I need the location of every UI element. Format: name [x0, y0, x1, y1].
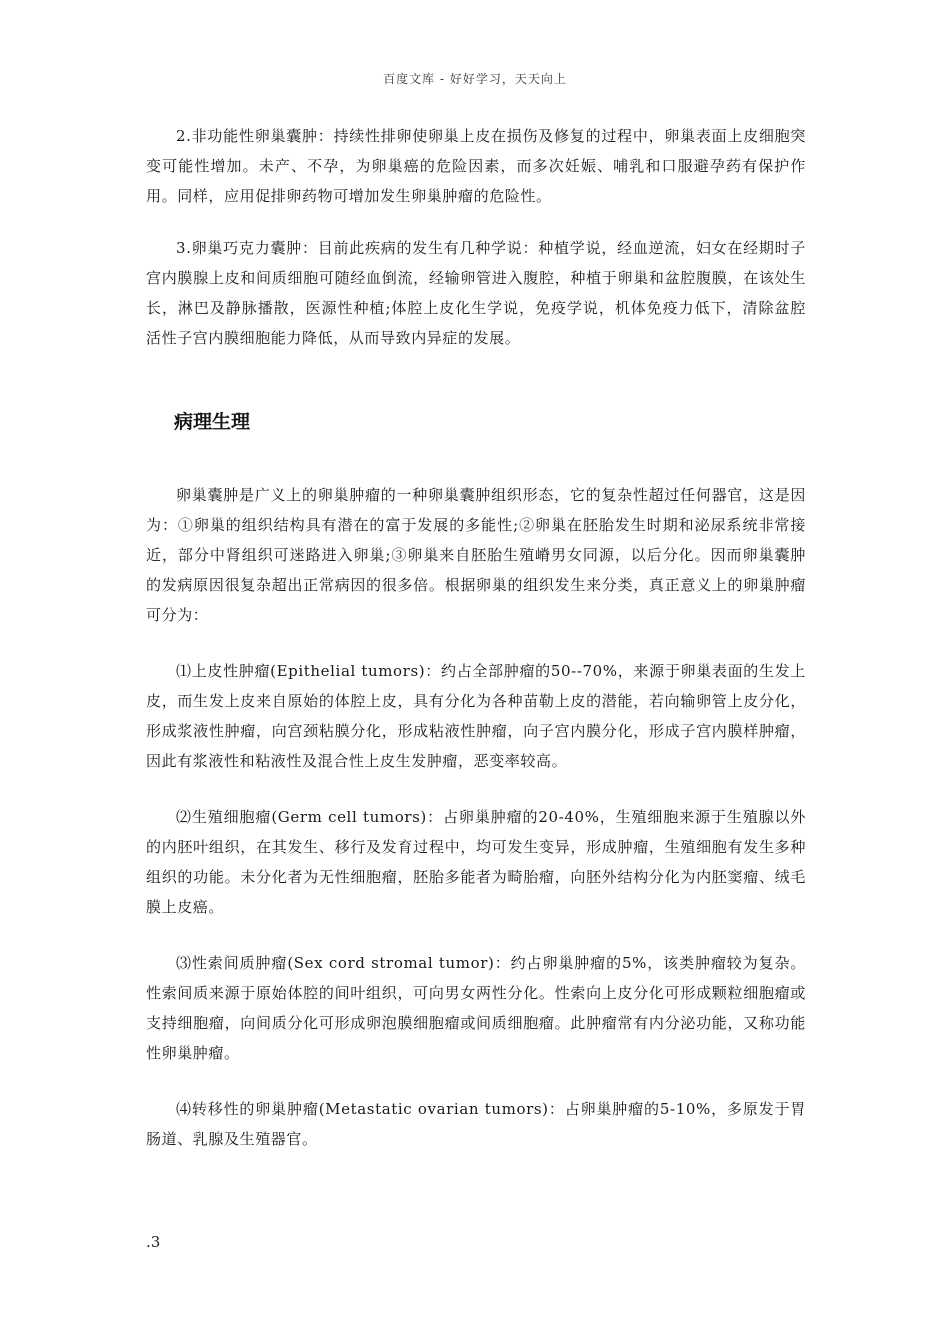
paragraph-epithelial-tumors: ⑴上皮性肿瘤(Epithelial tumors)：约占全部肿瘤的50--70%，来源于卵巢表面的生发上皮，而生发上皮来自原始的体腔上皮，具有分化为各种苗勒上皮的潜能，若向输卵管上皮分化，形成浆液性肿瘤，向宫颈粘膜分化，形成粘液性肿瘤，向子宫内膜分化，形成子宫内膜样肿瘤，因此有浆液性和粘液性及混合性上皮生发肿瘤，恶变率较高。 — [146, 662, 806, 770]
paragraph-metastatic-tumors: ⑷转移性的卵巢肿瘤(Metastatic ovarian tumors)：占卵巢肿瘤的5-10%，多原发于胃肠道、乳腺及生殖器官。 — [146, 1100, 806, 1148]
paragraph-germ-cell-tumors: ⑵生殖细胞瘤(Germ cell tumors)：占卵巢肿瘤的20-40%，生殖细胞来源于生殖腺以外的内胚叶组织，在其发生、移行及发育过程中，均可发生变异，形成肿瘤，生殖细胞有发生多种组织的功能。未分化者为无性细胞瘤，胚胎多能者为畸胎瘤，向胚外结构分化为内胚窦瘤、绒毛膜上皮癌。 — [146, 808, 806, 916]
page-header: 百度文库 - 好好学习，天天向上 — [383, 72, 567, 86]
page-number: .3 — [146, 1233, 161, 1251]
paragraph-pathophysiology-intro: 卵巢囊肿是广义上的卵巢肿瘤的一种卵巢囊肿组织形态，它的复杂性超过任何器官，这是因为：①卵巢的组织结构具有潜在的富于发展的多能性;②卵巢在胚胎发生时期和泌尿系统非常接近，部分中肾组织可迷路进入卵巢;③卵巢来自胚胎生殖嵴男女同源，以后分化。因而卵巢囊肿的发病原因很复杂超出正常病因的很多倍。根据卵巢的组织发生来分类，真正意义上的卵巢肿瘤可分为： — [146, 486, 806, 624]
paragraph-chocolate-cyst: 3.卵巢巧克力囊肿：目前此疾病的发生有几种学说：种植学说，经血逆流，妇女在经期时子宫内膜腺上皮和间质细胞可随经血倒流，经输卵管进入腹腔，种植于卵巢和盆腔腹膜，在该处生长，淋巴及静脉播散，医源性种植;体腔上皮化生学说，免疫学说，机体免疫力低下，清除盆腔活性子宫内膜细胞能力降低，从而导致内异症的发展。 — [146, 239, 806, 347]
paragraph-non-functional-cyst: 2.非功能性卵巢囊肿：持续性排卵使卵巢上皮在损伤及修复的过程中，卵巢表面上皮细胞突变可能性增加。未产、不孕，为卵巢癌的危险因素，而多次妊娠、哺乳和口服避孕药有保护作用。同样，应用促排卵药物可增加发生卵巢肿瘤的危险性。 — [146, 127, 806, 205]
section-heading-pathophysiology: 病理生理 — [174, 411, 251, 433]
paragraph-sex-cord-stromal-tumor: ⑶性索间质肿瘤(Sex cord stromal tumor)：约占卵巢肿瘤的5%，该类肿瘤较为复杂。性索间质来源于原始体腔的间叶组织，可向男女两性分化。性索向上皮分化可形成颗粒细胞瘤或支持细胞瘤，向间质分化可形成卵泡膜细胞瘤或间质细胞瘤。此肿瘤常有内分泌功能，又称功能性卵巢肿瘤。 — [146, 954, 806, 1062]
